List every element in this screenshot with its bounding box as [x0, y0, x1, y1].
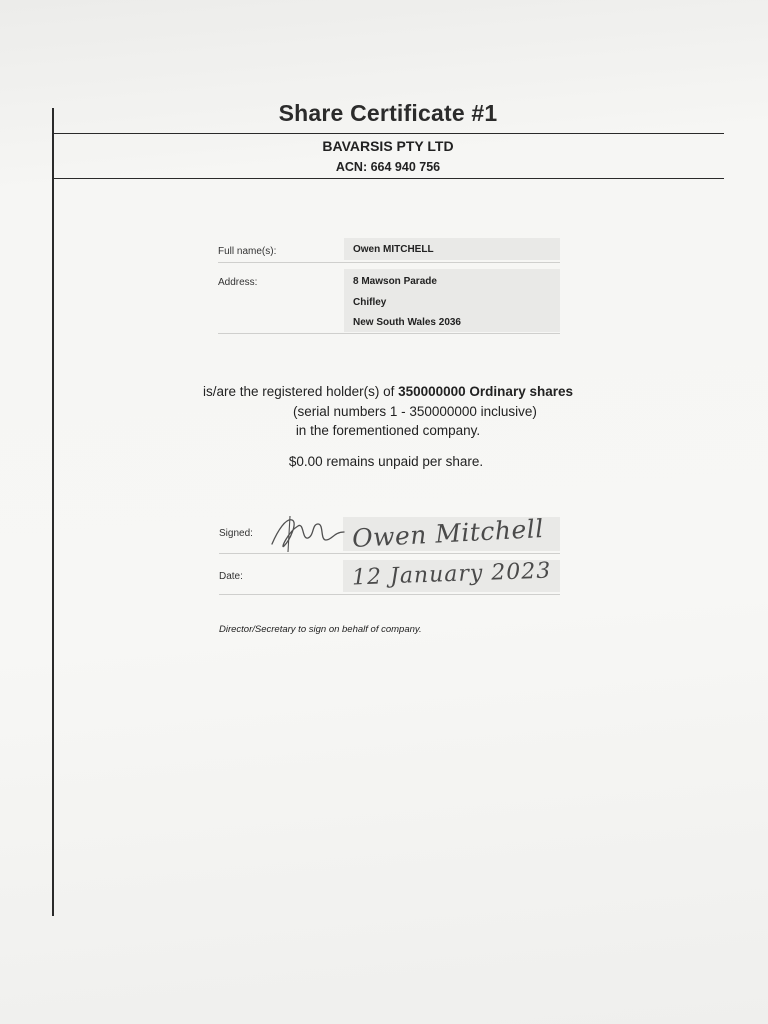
- address-line-3: New South Wales 2036: [353, 317, 461, 328]
- address-line-2: Chifley: [353, 297, 387, 308]
- date-label: Date:: [219, 571, 243, 582]
- signed-date: 12 January 2023: [351, 558, 552, 591]
- date-underline: [219, 594, 560, 595]
- company-name: BAVARSIS PTY LTD: [322, 138, 454, 154]
- share-count: 350000000 Ordinary shares: [398, 384, 573, 399]
- address-label: Address:: [218, 277, 258, 288]
- certificate-title: Share Certificate #1: [278, 100, 498, 126]
- full-name-label: Full name(s):: [218, 246, 277, 257]
- company-reference: in the forementioned company.: [295, 423, 481, 438]
- title-rule: [52, 133, 724, 134]
- signature-underline: [219, 553, 560, 554]
- signature-name: Owen Mitchell: [351, 514, 545, 553]
- unpaid-amount: $0.00 remains unpaid per share.: [288, 454, 484, 469]
- address-line-1: 8 Mawson Parade: [353, 276, 437, 287]
- left-border-line: [52, 108, 54, 916]
- company-acn: ACN: 664 940 756: [335, 160, 441, 174]
- holder-statement: [0, 384, 768, 399]
- signing-note: Director/Secretary to sign on behalf of company.: [219, 624, 422, 635]
- holder-prefix: is/are the registered holder(s) of: [203, 384, 399, 399]
- header-rule: [52, 178, 724, 179]
- signature-scribble: [268, 510, 348, 556]
- address-underline: [218, 333, 560, 334]
- signed-label: Signed:: [219, 528, 253, 539]
- serial-numbers: (serial numbers 1 - 350000000 inclusive): [293, 404, 537, 419]
- full-name-value: Owen MITCHELL: [353, 244, 434, 255]
- full-name-underline: [218, 262, 560, 263]
